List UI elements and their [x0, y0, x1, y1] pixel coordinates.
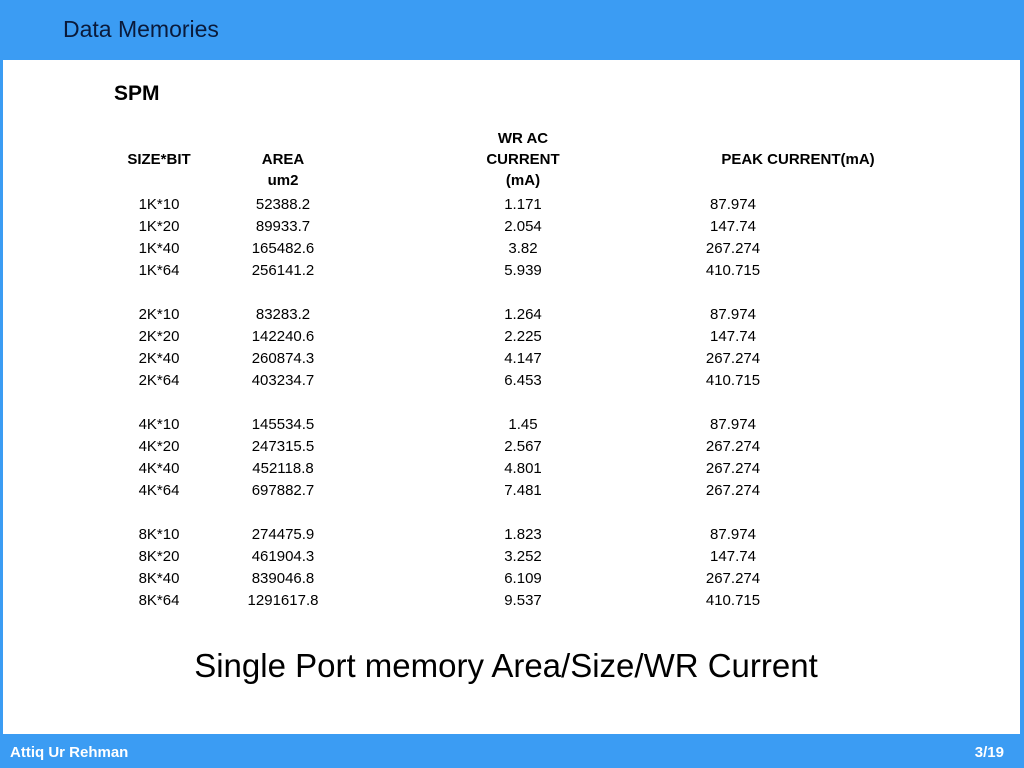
group-spacer — [3, 502, 1020, 524]
group-spacer — [3, 282, 1020, 304]
peak-current-cell: 147.74 — [710, 328, 756, 345]
table-row — [3, 348, 1020, 370]
peak-current-cell: 147.74 — [710, 218, 756, 235]
size-bit-cell: 2K*10 — [138, 306, 180, 323]
table-row — [3, 194, 1020, 216]
area-cell: 142240.6 — [251, 328, 315, 345]
table-row — [3, 326, 1020, 348]
table-row — [3, 436, 1020, 458]
peak-current-cell: 87.974 — [710, 196, 756, 213]
size-bit-cell: 4K*20 — [138, 438, 180, 455]
wr-current-cell: 2.054 — [504, 218, 542, 235]
peak-current-cell: 410.715 — [705, 262, 761, 279]
wr-current-cell: 4.801 — [504, 460, 542, 477]
peak-current-cell: 267.274 — [705, 240, 761, 257]
table-row — [3, 216, 1020, 238]
table-row — [3, 370, 1020, 392]
wr-current-cell: 6.109 — [504, 570, 542, 587]
table-row — [3, 568, 1020, 590]
area-cell: 260874.3 — [251, 350, 315, 367]
table-row — [3, 260, 1020, 282]
group-spacer — [3, 392, 1020, 414]
slide-caption: Single Port memory Area/Size/WR Current — [194, 647, 818, 684]
slide-title: Data Memories — [63, 16, 219, 42]
wr-current-cell: 2.225 — [504, 328, 542, 345]
area-cell: 145534.5 — [251, 416, 315, 433]
size-bit-cell: 4K*40 — [138, 460, 180, 477]
area-cell: 83283.2 — [255, 306, 311, 323]
table-row — [3, 304, 1020, 326]
peak-current-cell: 87.974 — [710, 306, 756, 323]
size-bit-cell: 1K*64 — [138, 262, 180, 279]
table-row — [3, 458, 1020, 480]
wr-current-cell: 4.147 — [504, 350, 542, 367]
wr-current-cell: 1.823 — [504, 526, 542, 543]
header-size-bit: SIZE*BIT — [127, 151, 191, 168]
wr-current-cell: 5.939 — [504, 262, 542, 279]
peak-current-cell: 267.274 — [705, 482, 761, 499]
footer-bar — [0, 734, 1024, 768]
size-bit-cell: 8K*40 — [138, 570, 180, 587]
wr-current-cell: 3.252 — [504, 548, 542, 565]
peak-current-cell: 147.74 — [710, 548, 756, 565]
peak-current-cell: 410.715 — [705, 592, 761, 609]
size-bit-cell: 4K*64 — [138, 482, 180, 499]
size-bit-cell: 4K*10 — [138, 416, 180, 433]
size-bit-cell: 2K*20 — [138, 328, 180, 345]
table-header-row — [3, 128, 1020, 194]
table-row — [3, 590, 1020, 612]
area-cell: 247315.5 — [251, 438, 315, 455]
area-cell: 1291617.8 — [247, 592, 319, 609]
peak-current-cell: 87.974 — [710, 416, 756, 433]
wr-current-cell: 7.481 — [504, 482, 542, 499]
area-cell: 839046.8 — [251, 570, 315, 587]
peak-current-cell: 267.274 — [705, 438, 761, 455]
header-wr-ac-current: WR AC CURRENT (mA) — [486, 130, 560, 189]
area-cell: 256141.2 — [251, 262, 315, 279]
area-cell: 403234.7 — [251, 372, 315, 389]
header-peak-current: PEAK CURRENT(mA) — [721, 151, 875, 168]
wr-current-cell: 2.567 — [504, 438, 542, 455]
table-row — [3, 524, 1020, 546]
area-cell: 461904.3 — [251, 548, 315, 565]
section-title: SPM — [114, 82, 160, 105]
header-bar — [0, 0, 1024, 60]
area-cell: 165482.6 — [251, 240, 315, 257]
wr-current-cell: 6.453 — [504, 372, 542, 389]
wr-current-cell: 9.537 — [504, 592, 542, 609]
size-bit-cell: 1K*10 — [138, 196, 180, 213]
footer-author: Attiq Ur Rehman — [10, 744, 129, 761]
area-cell: 52388.2 — [255, 196, 311, 213]
size-bit-cell: 2K*64 — [138, 372, 180, 389]
area-cell: 274475.9 — [251, 526, 315, 543]
peak-current-cell: 267.274 — [705, 350, 761, 367]
table-row — [3, 546, 1020, 568]
content-area — [3, 60, 1020, 734]
peak-current-cell: 267.274 — [705, 570, 761, 587]
data-table — [3, 128, 1020, 612]
table-row — [3, 414, 1020, 436]
area-cell: 452118.8 — [252, 460, 314, 477]
table-row — [3, 238, 1020, 260]
table-row — [3, 480, 1020, 502]
peak-current-cell: 267.274 — [705, 460, 761, 477]
size-bit-cell: 1K*20 — [138, 218, 180, 235]
wr-current-cell: 3.82 — [508, 240, 538, 257]
size-bit-cell: 8K*10 — [138, 526, 180, 543]
size-bit-cell: 2K*40 — [138, 350, 180, 367]
wr-current-cell: 1.264 — [504, 306, 542, 323]
header-area: AREA um2 — [261, 151, 305, 189]
peak-current-cell: 87.974 — [710, 526, 756, 543]
wr-current-cell: 1.45 — [508, 416, 538, 433]
area-cell: 697882.7 — [251, 482, 315, 499]
area-cell: 89933.7 — [255, 218, 311, 235]
page-number: 3/19 — [974, 744, 1004, 761]
wr-current-cell: 1.171 — [504, 196, 542, 213]
table-body — [3, 194, 1020, 612]
peak-current-cell: 410.715 — [705, 372, 761, 389]
size-bit-cell: 8K*20 — [138, 548, 180, 565]
size-bit-cell: 1K*40 — [138, 240, 180, 257]
size-bit-cell: 8K*64 — [138, 592, 180, 609]
